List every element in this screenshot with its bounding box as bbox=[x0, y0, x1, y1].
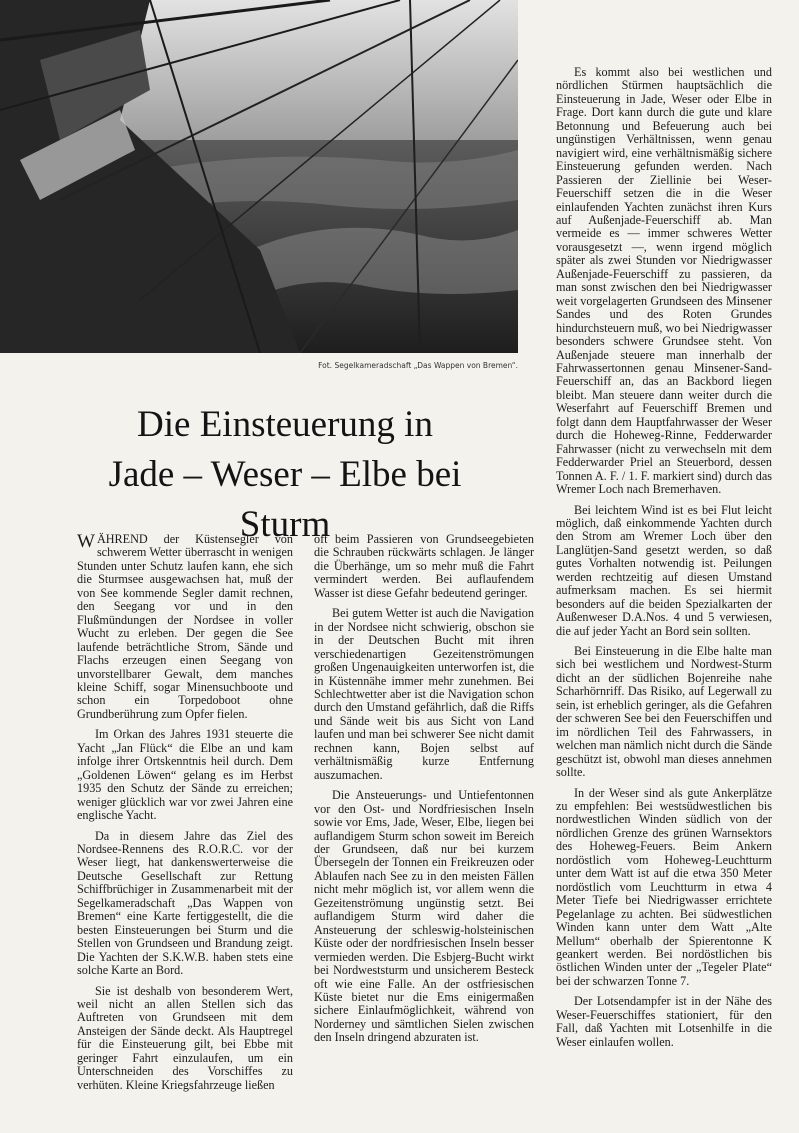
text-column-2 bbox=[314, 533, 534, 1052]
paragraph: oft beim Passieren von Grundseegebieten die Schrauben rückwärts schlagen. Je länger die Überhänge, um so mehr muß die Fahrt vermindert werden. Bei auflaufendem Wasser ist diese Gefahr bedeutend geringer. bbox=[314, 532, 534, 600]
paragraph: Es kommt also bei westlichen und nördlichen Stürmen hauptsächlich die Einsteuerung in Jade, Weser oder Elbe in Frage. Dort kann durch die gute und klare Betonnung und Befeuerung auch bei ungünstigen Verhältnissen, wenn genau navigiert wird, eine verhältnismäßig sichere Einsteuerung gefunden werden. Nach Passieren der Ziellinie bei Weser-Feuerschiff setzen die in die Weser einlaufenden Yachten zunächst ihren Kurs auf Außenjade-Feuerschiff ab. Man vermeide es — immer schweres Wetter vorausgesetzt —, wenn irgend möglich später als zwei Stunden vor Niedrigwasser Außenjade-Feuerschiff zu passieren, da man sonst zwischen den bei Niedrigwasser weit vorgelagerten Grundseen des Minsener Sandes und des Roten Grundes hindurchsteuern muß, wo bei Niedrigwasser besonders schwere Grundsee steht. Von Außenjade steuere man innerhalb der Fahrwassertonnen genau Minsener-Sand-Feuerschiff an, das an Backbord liegen bleibt. Man steuere dann weiter durch die Weserfahrt auf Feuerschiff Bremen und folgt dann dem Hauptfahrwasser der Weser durch die Hoheweg-Rinne, Fedderwarder Fahrwasser (nicht zu verwechseln mit dem Fedderwarder Priel an Steuerbord, dessen Tonnen A. F. / 1. F. markiert sind) durch das Wremer Loch nach Bremerhaven. bbox=[556, 65, 772, 497]
title-line-2: Jade – Weser – Elbe bei Sturm bbox=[108, 454, 462, 545]
paragraph: Bei leichtem Wind ist es bei Flut leicht möglich, daß einkommende Yachten durch den Strom am Wremer Loch über den Langlütjen-Sand gesetzt werden, so daß gutes Vorhalten notwendig ist. Peilungen werden rechtzeitig auf diesen Umstand aufmerksam machen. Es sei hiermit besonders auf die beiden Spezialkarten der Außenweser D.A.Nos. 4 und 5 verwiesen, die auf jeder Yacht an Bord sein sollten. bbox=[556, 502, 772, 638]
paragraph: Sie ist deshalb von besonderem Wert, weil nicht an allen Stellen sich das Auftreten von Grundseen mit dem Ansteigen der Sände deckt. Als Hauptregel für die Einsteuerung gilt, bei Ebbe mit geringer Fahrt einzulaufen, um ein Unterschneiden des Vorschiffes zu verhüten. Kleine Kriegsfahrzeuge ließen bbox=[77, 983, 293, 1092]
paragraph: In der Weser sind als gute Ankerplätze zu empfehlen: Bei westsüdwestlichen bis nordwestlichen Winden südlich von der nördlichen Grenze des grünen Warnsektors des Hoheweg-Feuers. Beim Ankern nordöstlich vom Hoheweg-Leuchtturm unter dem Watt ist auf die etwa 350 Meter nordöstlich vom Leuchtturm in etwa 4 Meter Tiefe bei Niedrigwasser errichtete Pegelanlage zu achten. Bei südwestlichen Winden kann unter dem Watt „Alte Mellum“ oberhalb der Spierentonne K geankert werden. Bei nordöstlichen bis östlichen Winden unter der „Tegeler Plate“ bei der schwarzen Tonne 7. bbox=[556, 785, 772, 988]
paragraph: Da in diesem Jahre das Ziel des Nordsee-Rennens des R.O.R.C. vor der Weser liegt, hat dankenswerterweise die Deutsche Gesellschaft zur Rettung Schiffbrüchiger in Zusammenarbeit mit der Segelkameradschaft „Das Wappen von Bremen“ eine Karte fertiggestellt, die die besten Einsteuerungen bei Sturm und die Stellen von Grundseen und Brandung zeigt. Die Yachten der S.K.W.B. haben stets eine solche Karte an Bord. bbox=[77, 828, 293, 978]
paragraph bbox=[77, 533, 293, 721]
paragraph: Der Lotsendampfer ist in der Nähe des Weser-Feuerschiffes stationiert, für den Fall, daß Yachten mit Lotsenhilfe in die Weser einlaufen wollen. bbox=[556, 994, 772, 1049]
article-title bbox=[70, 400, 500, 550]
paragraph: Bei gutem Wetter ist auch die Navigation in der Nordsee nicht schwierig, obschon sie in der Deutschen Bucht mit ihren verschiedenartigen Gezeitenströmungen großen Ungenauigkeiten unterworfen ist, die in Küstennähe immer mehr zunehmen. Bei Schlechtwetter aber ist die Navigation schon durch den Umstand gefährlich, daß die Riffs und Sände weit bis aus Sicht von Land laufen und man bei schwerer See nicht damit rechnen kann, Bojen selbst auf verhältnismäßig kurze Entfernung auszumachen. bbox=[314, 606, 534, 782]
paragraph: Bei Einsteuerung in die Elbe halte man sich bei westlichem und Nordwest-Sturm dicht an der südlichen Bojenreihe nahe Scharhörnriff. Das Risiko, auf Legerwall zu sein, ist erheblich geringer, als die Gefahren der schweren See bei den Feuerschiffen und im nördlichen Teil des Fahrwassers, in welchen man nämlich nicht durch die Sände geschützt ist, obwohl man dieses annehmen sollte. bbox=[556, 644, 772, 780]
paragraph: Die Ansteuerungs- und Untiefentonnen vor den Ost- und Nordfriesischen Inseln sowie vor Ems, Jade, Weser, Elbe, liegen bei auflandigem Sturm schon soweit im Bereich der Grundseen, daß nur bei kurzem Übersegeln der Tonnen ein Freikreuzen oder Ablaufen nach See zu in den meisten Fällen nicht mehr möglich ist, vor allem wenn die Gezeitenströmung ungünstig setzt. Bei auflandigem Sturm wird daher die Ansteuerung der schleswig-holsteinischen Küste oder der nordfriesischen Inseln besser vermieden werden. Die Esbjerg-Bucht wirkt bei Nordweststurm und unsicherem Besteck oft wie eine Falle. An der ostfriesischen Küste bietet nur die Ems einigermaßen sichere Einlaufmöglichkeit, während von Norderney und sämtlichen Sielen zwischen den Inseln dringend abzuraten ist. bbox=[314, 788, 534, 1045]
photo-caption: Fot. Segelkameradschaft „Das Wappen von Bremen“. bbox=[318, 361, 518, 370]
text-column-1 bbox=[77, 533, 293, 1099]
sailing-photo bbox=[0, 0, 518, 353]
text-column-3 bbox=[556, 66, 772, 1056]
storm-sea-illustration bbox=[0, 0, 518, 353]
paragraph: Im Orkan des Jahres 1931 steuerte die Yacht „Jan Flück“ die Elbe an und kam infolge ihrer Ortskenntnis heil durch. Dem „Goldenen Löwen“ gelang es im Herbst 1935 den Schutz der Sände zu erreichen; weniger glücklich war vor zwei Jahren eine englische Yacht. bbox=[77, 727, 293, 823]
drop-cap: W bbox=[77, 531, 95, 552]
title-line-1: Die Einsteuerung in bbox=[137, 404, 433, 445]
paragraph-text: ÄHREND der Küstensegler von schwerem Wetter überrascht in wenigen Stunden unter Schutz laufen kann, ehe sich die Sturmsee ausgewachsen hat, muß der von See kommende Segler damit rechnen, den Seegang vor und in den Flußmündungen der Nordsee in voller Wucht zu erleben. Der gegen die See laufende beträchtliche Strom, Sände und Flachs erzeugen einen Seegang von unvorstellbarer Gewalt, dem manches kleine Schiff, sogar Minensuchboote und schon ein Torpedoboot ohne Grundberührung zum Opfer fielen. bbox=[77, 532, 293, 721]
